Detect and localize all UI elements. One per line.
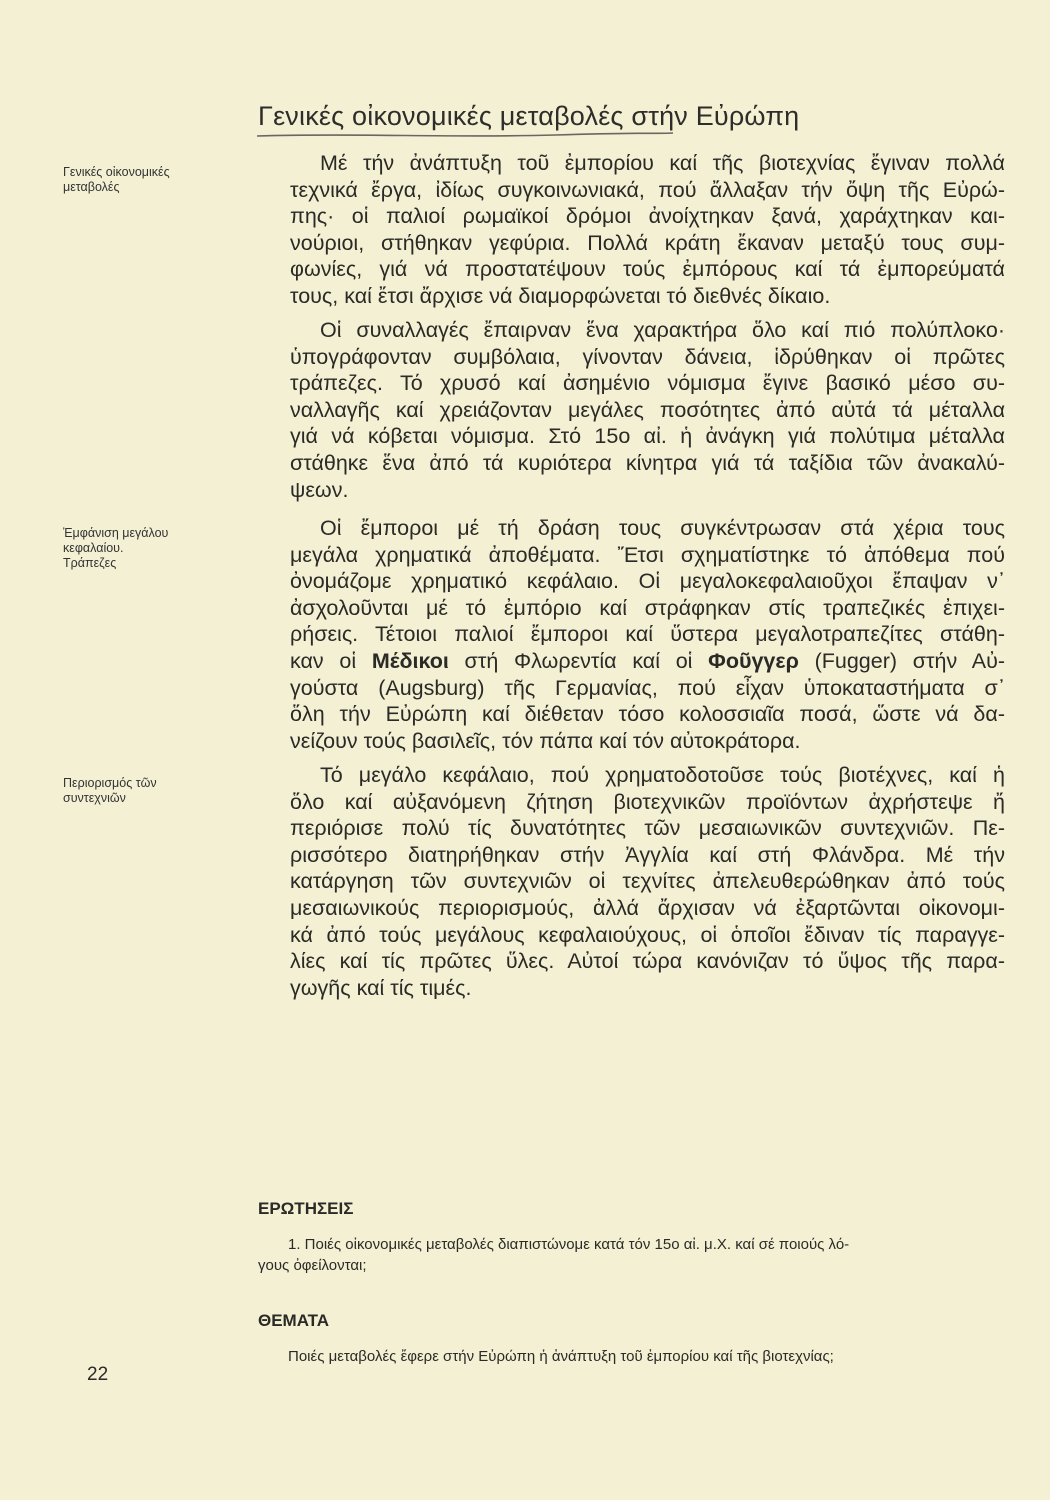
page-title: Γενικές οἰκονομικές μεταβολές στήν Εὐρώπη [258,101,800,131]
text-segment: ὀνομάζομε χρηματικό κεφάλαιο. Οἱ μεγαλοκεφαλαιοῦχοι ἔπαψαν ν᾽ [290,569,1005,594]
margin-note-line: Γενικές οἰκονομικές [63,165,170,179]
text-line [290,675,1005,702]
text-line [290,975,1005,1002]
text-segment: λίες καί τίς πρῶτες ὕλες. Αὐτοί τώρα κανόνιζαν τό ὕψος τῆς παρα- [290,949,1005,974]
text-line [290,762,1005,789]
text-line [290,256,1005,283]
paragraph-4 [290,762,1005,1001]
text-line [290,515,1005,542]
text-segment: πης· οἱ παλιοί ρωμαϊκοί δρόμοι ἀνοίχτηκαν ξανά, χαράχτηκαν και- [290,204,1005,229]
text-segment: ρήσεις. Τέτοιοι παλιοί ἔμποροι καί ὕστερα μεγαλοτραπεζίτες στάθη- [290,622,1005,647]
text-segment: Τό μεγάλο κεφάλαιο, πού χρηματοδοτοῦσε τούς βιοτέχνες, καί ἡ [320,763,1005,787]
text-segment: τους, καί ἔτσι ἄρχισε νά διαμορφώνεται τό διεθνές δίκαιο. [290,283,831,308]
text-line [290,789,1005,816]
text-line [290,177,1005,204]
paragraph-3 [290,515,1005,754]
text-line [290,648,1005,675]
paragraph-2 [290,317,1005,503]
text-line [290,728,1005,755]
bold-name: Μέδικοι [371,648,449,673]
text-line [290,895,1005,922]
question-1-line-2: γους ὀφείλονται; [258,1257,367,1274]
text-line [290,842,1005,869]
text-segment: τράπεζες. Τό χρυσό καί ἀσημένιο νόμισμα ἔγινε βασικό μέσο συ- [290,371,1005,396]
text-segment: περιόρισε πολύ τίς δυνατότητες τῶν μεσαιωνικῶν συντεχνιῶν. Πε- [290,816,1005,841]
text-line [290,370,1005,397]
text-line [290,423,1005,450]
paragraph-1 [290,150,1005,310]
text-line [290,150,1005,177]
margin-note-line: συντεχνιῶν [63,791,126,805]
page-number: 22 [87,1364,109,1385]
text-segment: ὅλη τήν Εὐρώπη καί διέθεταν τόσο κολοσσιαῖα ποσά, ὥστε νά δα- [290,702,1005,727]
text-line [290,922,1005,949]
margin-note-line: Περιορισμός τῶν [63,776,157,790]
margin-note-line: Τράπεζες [63,556,117,570]
text-line [290,344,1005,371]
pencil-underline [255,130,675,140]
text-segment: ὑπογράφονταν συμβόλαια, γίνονταν δάνεια, ἱδρύθηκαν οἱ πρῶτες [290,344,1005,369]
theme-1: Ποιές μεταβολές ἔφερε στήν Εὐρώπη ἡ ἀνάπτυξη τοῦ ἐμπορίου καί τῆς βιοτεχνίας; [288,1348,834,1365]
text-segment: ἀσχολοῦνται μέ τό ἐμπόριο καί στράφηκαν στίς τραπεζικές ἐπιχει- [290,595,1005,620]
text-segment: Μέ τήν ἀνάπτυξη τοῦ ἐμπορίου καί τῆς βιοτεχνίας ἔγιναν πολλά [320,151,1005,175]
themes-heading: ΘΕΜΑΤΑ [258,1311,329,1330]
text-line [290,815,1005,842]
text-segment: στάθηκε ἕνα ἀπό τά κυριότερα κίνητρα γιά τά ταξίδια τῶν ἀνακαλύ- [290,450,1005,475]
text-line [290,595,1005,622]
text-segment: Οἱ συναλλαγές ἔπαιρναν ἕνα χαρακτήρα ὅλο καί πιό πολύπλοκο· [320,318,1005,342]
margin-note-line: μεταβολές [63,180,120,194]
text-line [290,203,1005,230]
text-line [290,868,1005,895]
margin-note-line: Ἐμφάνιση μεγάλου [63,526,169,540]
text-line [290,230,1005,257]
text-segment: ψεων. [290,477,349,502]
text-segment: νείζουν τούς βασιλεῖς, τόν πάπα καί τόν αὐτοκράτορα. [290,728,801,753]
text-line [290,621,1005,648]
text-segment: Οἱ ἔμποροι μέ τή δράση τους συγκέντρωσαν στά χέρια τους [320,516,1005,540]
text-line [290,542,1005,569]
text-segment: (Fugger) στήν Αὐ- [798,648,1005,673]
text-segment: φωνίες, γιά νά προστατέψουν τούς ἐμπόρους καί τά ἐμπορεύματά [290,257,1005,282]
margin-note-line: κεφαλαίου. [63,541,124,555]
text-segment: γωγῆς καί τίς τιμές. [290,975,472,1000]
text-line [290,397,1005,424]
text-segment: στή Φλωρεντία καί οἱ [448,648,709,673]
text-line [290,450,1005,477]
text-line [290,283,1005,310]
margin-note-economic-changes [63,165,170,195]
text-segment: μεγάλα χρηματικά ἀποθέματα. Ἔτσι σχηματίστηκε τό ἀπόθεμα πού [290,542,1005,567]
text-segment: κατάργηση τῶν συντεχνιῶν οἱ τεχνίτες ἀπελευθερώθηκαν ἀπό τούς [290,869,1005,894]
text-line [290,948,1005,975]
text-segment: ὅλο καί αὐξανόμενη ζήτηση βιοτεχνικῶν προϊόντων ἀχρήστεψε ἤ [290,789,1005,814]
margin-note-capital-banks [63,526,168,571]
text-segment: νούριοι, στήθηκαν γεφύρια. Πολλά κράτη ἔκαναν μεταξύ τους συμ- [290,230,1005,255]
text-line [290,701,1005,728]
text-line [290,568,1005,595]
text-segment: κά ἀπό τούς μεγάλους κεφαλαιούχους, οἱ ὁποῖοι ἔδιναν τίς παραγγε- [290,922,1005,947]
margin-note-guilds [63,776,157,806]
bold-name: Φοῦγγερ [708,648,799,673]
text-segment: γιά νά κόβεται νόμισμα. Στό 15ο αἰ. ἡ ἀνάγκη γιά πολύτιμα μέταλλα [290,424,1005,449]
text-segment: γούστα (Augsburg) τῆς Γερμανίας, πού εἶχαν ὑποκαταστήματα σ᾽ [290,675,1005,700]
text-line [290,477,1005,504]
text-segment: ρισσότερο διατηρήθηκαν στήν Ἀγγλία καί στή Φλάνδρα. Μέ τήν [290,842,1005,867]
text-segment: μεσαιωνικούς περιορισμούς, ἀλλά ἄρχισαν νά ἐξαρτῶνται οἰκονομι- [290,895,1005,920]
question-1-line-1: 1. Ποιές οἰκονομικές μεταβολές διαπιστώνομε κατά τόν 15ο αἰ. μ.Χ. καί σέ ποιούς λό- [288,1236,850,1253]
text-segment: τεχνικά ἔργα, ἰδίως συγκοινωνιακά, πού ἄλλαξαν τήν ὄψη τῆς Εὐρώ- [290,177,1005,202]
text-line [290,317,1005,344]
text-segment: ναλλαγῆς καί χρειάζονταν μεγάλες ποσότητες ἀπό αὐτά τά μέταλλα [290,397,1005,422]
text-segment: καν οἱ [290,648,372,673]
questions-heading: ΕΡΩΤΗΣΕΙΣ [258,1199,354,1218]
